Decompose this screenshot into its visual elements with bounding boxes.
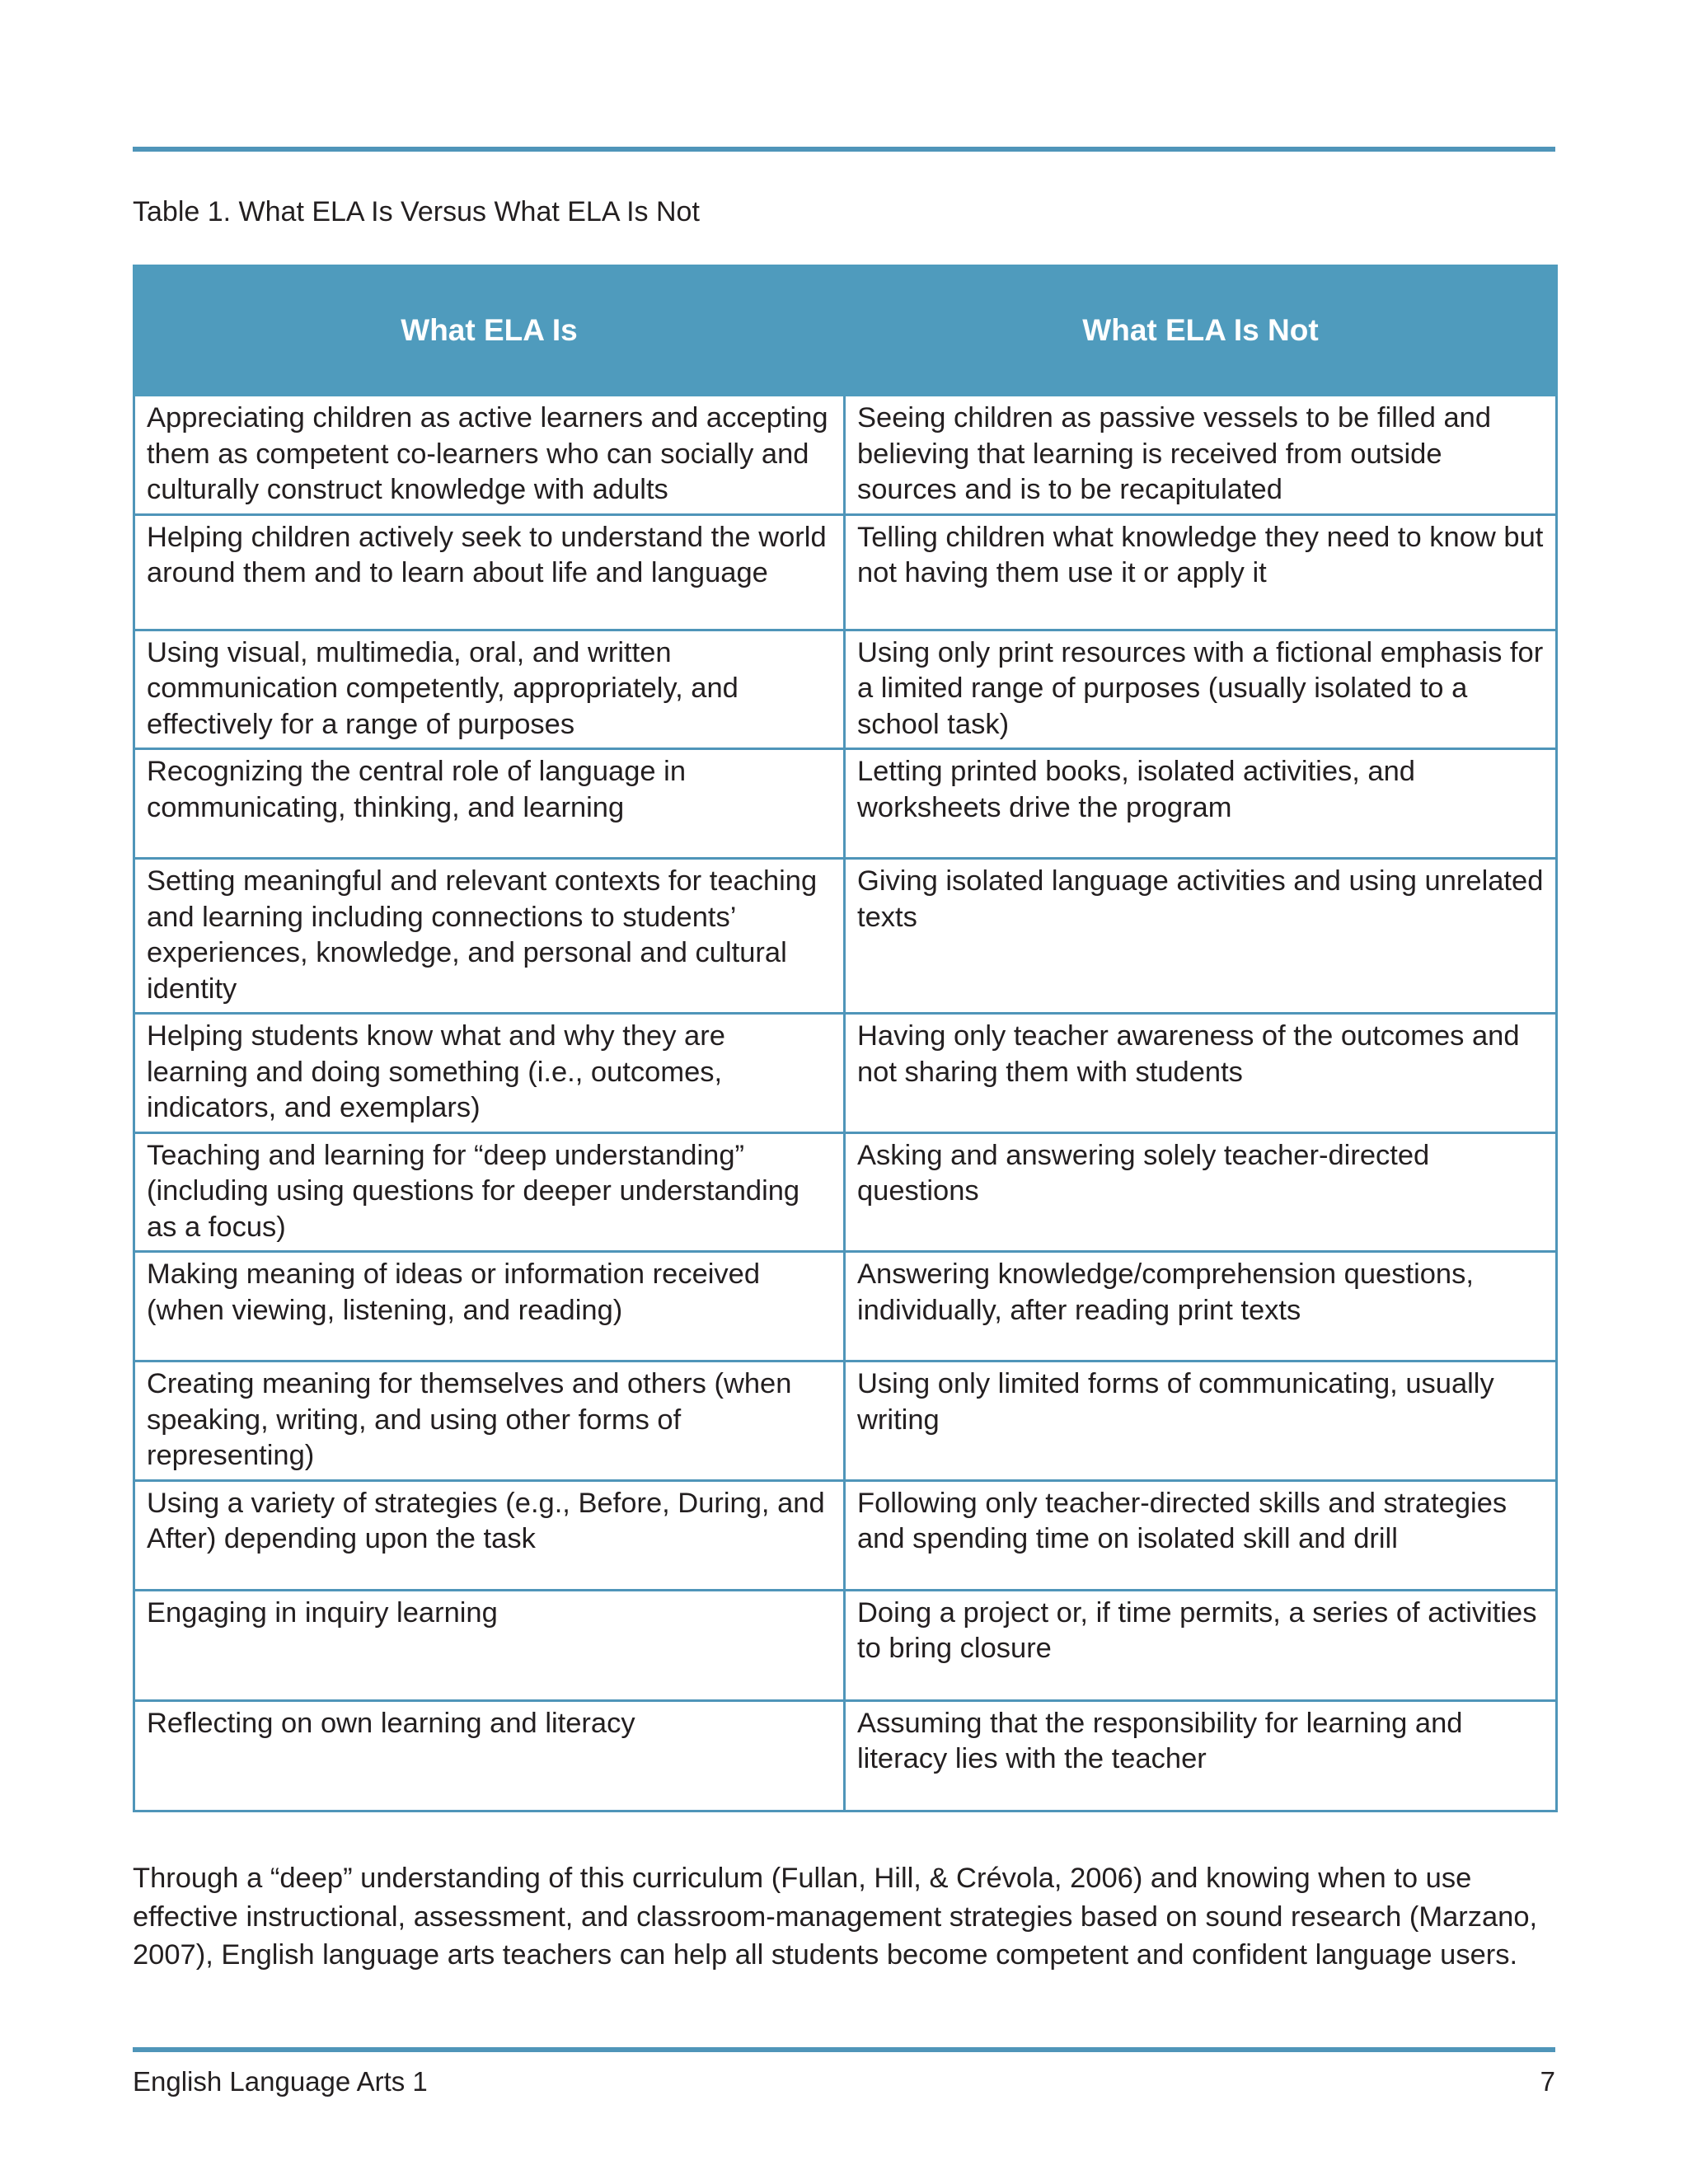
table-cell-is: Reflecting on own learning and literacy: [134, 1700, 845, 1811]
table-row: [134, 859, 1557, 1014]
table-cell-is: Using a variety of strategies (e.g., Before, During, and After) depending upon the task: [134, 1480, 845, 1590]
table-cell-is: Teaching and learning for “deep understanding” (including using questions for deeper understanding as a focus): [134, 1132, 845, 1252]
table-cell-is-not: Letting printed books, isolated activities, and worksheets drive the program: [845, 749, 1557, 859]
table-row: [134, 749, 1557, 859]
table-cell-is-not: Having only teacher awareness of the outcomes and not sharing them with students: [845, 1014, 1557, 1133]
footer-rule: [133, 2047, 1555, 2052]
table-cell-is: Setting meaningful and relevant contexts for teaching and learning including connections to students’ experiences, knowledge, and personal and cultural identity: [134, 859, 845, 1014]
column-header-what-ela-is-not: What ELA Is Not: [845, 266, 1557, 396]
table-cell-is: Engaging in inquiry learning: [134, 1590, 845, 1700]
table-cell-is-not: Telling children what knowledge they need to know but not having them use it or apply it: [845, 514, 1557, 630]
table-cell-is-not: Giving isolated language activities and using unrelated texts: [845, 859, 1557, 1014]
table-cell-is-not: Following only teacher-directed skills and strategies and spending time on isolated skill and drill: [845, 1480, 1557, 1590]
table-cell-is: Making meaning of ideas or information received (when viewing, listening, and reading): [134, 1252, 845, 1361]
table-caption: Table 1. What ELA Is Versus What ELA Is Not: [133, 196, 700, 227]
table-cell-is: Helping children actively seek to understand the world around them and to learn about life and language: [134, 514, 845, 630]
ela-comparison-table: [133, 265, 1558, 1812]
table-cell-is: Using visual, multimedia, oral, and written communication competently, appropriately, and effectively for a range of purposes: [134, 630, 845, 749]
table-header-row: [134, 266, 1557, 396]
table-row: [134, 1132, 1557, 1252]
table-row: [134, 396, 1557, 515]
table-cell-is-not: Assuming that the responsibility for learning and literacy lies with the teacher: [845, 1700, 1557, 1811]
table-cell-is-not: Using only limited forms of communicating, usually writing: [845, 1361, 1557, 1481]
table-cell-is: Recognizing the central role of language in communicating, thinking, and learning: [134, 749, 845, 859]
column-header-what-ela-is: What ELA Is: [134, 266, 845, 396]
table-cell-is: Helping students know what and why they are learning and doing something (i.e., outcomes, indicators, and exemplars): [134, 1014, 845, 1133]
table-cell-is: Creating meaning for themselves and others (when speaking, writing, and using other forms of representing): [134, 1361, 845, 1481]
table-row: [134, 1700, 1557, 1811]
table-row: [134, 514, 1557, 630]
body-paragraph: Through a “deep” understanding of this curriculum (Fullan, Hill, & Crévola, 2006) and knowing when to use effective instructional, assessment, and classroom-management strategies based on sound research (Marzano, 2007), English language arts teachers can help all students become competent and confident language users.: [133, 1863, 1538, 1971]
top-rule: [133, 147, 1555, 152]
table-cell-is-not: Seeing children as passive vessels to be filled and believing that learning is received from outside sources and is to be recapitulated: [845, 396, 1557, 515]
table-row: [134, 1361, 1557, 1481]
table-cell-is-not: Using only print resources with a fictional emphasis for a limited range of purposes (usually isolated to a school task): [845, 630, 1557, 749]
table-cell-is: Appreciating children as active learners and accepting them as competent co-learners who can socially and culturally construct knowledge with adults: [134, 396, 845, 515]
footer-title: English Language Arts 1: [133, 2066, 428, 2097]
page-number: 7: [1540, 2066, 1555, 2097]
table-row: [134, 1014, 1557, 1133]
table-cell-is-not: Doing a project or, if time permits, a series of activities to bring closure: [845, 1590, 1557, 1700]
table-row: [134, 1590, 1557, 1700]
table-row: [134, 1480, 1557, 1590]
table-row: [134, 1252, 1557, 1361]
table-cell-is-not: Answering knowledge/comprehension questions, individually, after reading print texts: [845, 1252, 1557, 1361]
table-cell-is-not: Asking and answering solely teacher-directed questions: [845, 1132, 1557, 1252]
table-row: [134, 630, 1557, 749]
